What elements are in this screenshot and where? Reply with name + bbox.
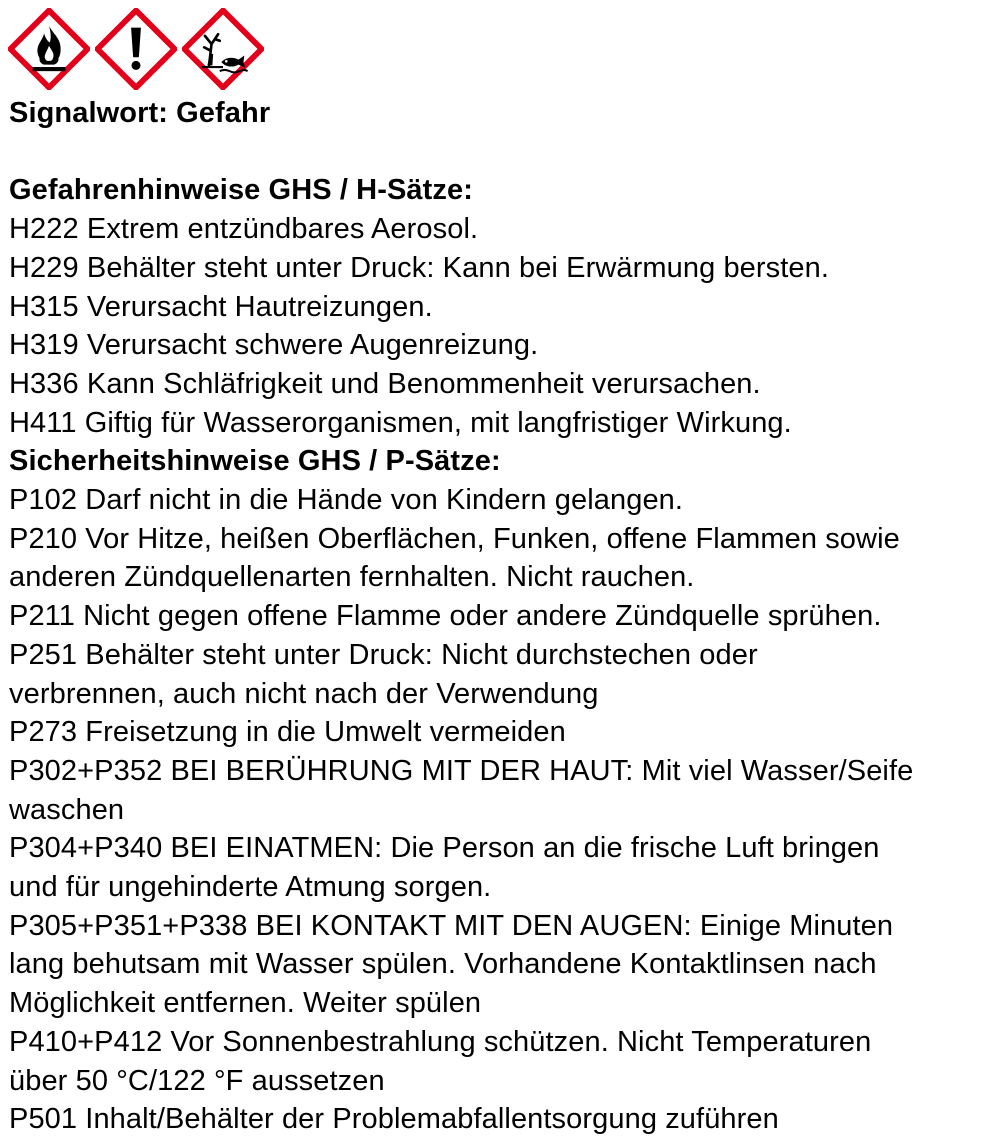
hazard-statement: H222 Extrem entzündbares Aerosol.: [9, 213, 479, 246]
hazard-statement: H336 Kann Schläfrigkeit und Benommenheit verursachen.: [9, 367, 761, 400]
precaution-line: P410+P412 Vor Sonnenbestrahlung schützen. Nicht Temperaturen: [9, 1025, 872, 1058]
precaution-line: P273 Freisetzung in die Umwelt vermeiden: [9, 716, 566, 749]
ghs-pictograms: [8, 8, 264, 90]
precaution-line: P302+P352 BEI BERÜHRUNG MIT DER HAUT: Mit viel Wasser/Seife: [9, 754, 914, 787]
precaution-line: lang behutsam mit Wasser spülen. Vorhandene Kontaktlinsen nach: [9, 948, 877, 981]
hazard-statement: H319 Verursacht schwere Augenreizung.: [9, 329, 539, 362]
flame-icon: [8, 8, 90, 90]
hazard-statement: H315 Verursacht Hautreizungen.: [9, 290, 433, 323]
precaution-heading: Sicherheitshinweise GHS / P-Sätze:: [9, 445, 501, 478]
precaution-line: P501 Inhalt/Behälter der Problemabfallentsorgung zuführen: [9, 1103, 779, 1136]
precaution-line: verbrennen, auch nicht nach der Verwendung: [9, 677, 599, 710]
precaution-line: waschen: [9, 793, 125, 826]
precaution-line: P210 Vor Hitze, heißen Oberflächen, Funken, offene Flammen sowie: [9, 522, 900, 555]
precaution-line: P251 Behälter steht unter Druck: Nicht durchstechen oder: [9, 638, 758, 671]
precaution-line: über 50 °C/122 °F aussetzen: [9, 1064, 385, 1097]
precaution-line: P304+P340 BEI EINATMEN: Die Person an die frische Luft bringen: [9, 832, 880, 865]
signal-word: Signalwort: Gefahr: [9, 97, 271, 129]
exclamation-icon: [95, 8, 177, 90]
precaution-line: P305+P351+P338 BEI KONTAKT MIT DEN AUGEN: Einige Minuten: [9, 909, 894, 942]
precaution-line: und für ungehinderte Atmung sorgen.: [9, 871, 492, 904]
precaution-line: P102 Darf nicht in die Hände von Kindern gelangen.: [9, 484, 684, 517]
hazard-statement: H411 Giftig für Wasserorganismen, mit langfristiger Wirkung.: [9, 406, 792, 439]
hazard-label-text: [9, 94, 1004, 1139]
environment-icon: [182, 8, 264, 90]
hazard-heading: Gefahrenhinweise GHS / H-Sätze:: [9, 174, 473, 207]
precaution-line: P211 Nicht gegen offene Flamme oder andere Zündquelle sprühen.: [9, 600, 882, 633]
blank-line: [9, 133, 1004, 172]
precaution-line: Möglichkeit entfernen. Weiter spülen: [9, 987, 482, 1020]
hazard-statement: H229 Behälter steht unter Druck: Kann bei Erwärmung bersten.: [9, 251, 830, 284]
precaution-line: anderen Zündquellenarten fernhalten. Nicht rauchen.: [9, 561, 695, 594]
